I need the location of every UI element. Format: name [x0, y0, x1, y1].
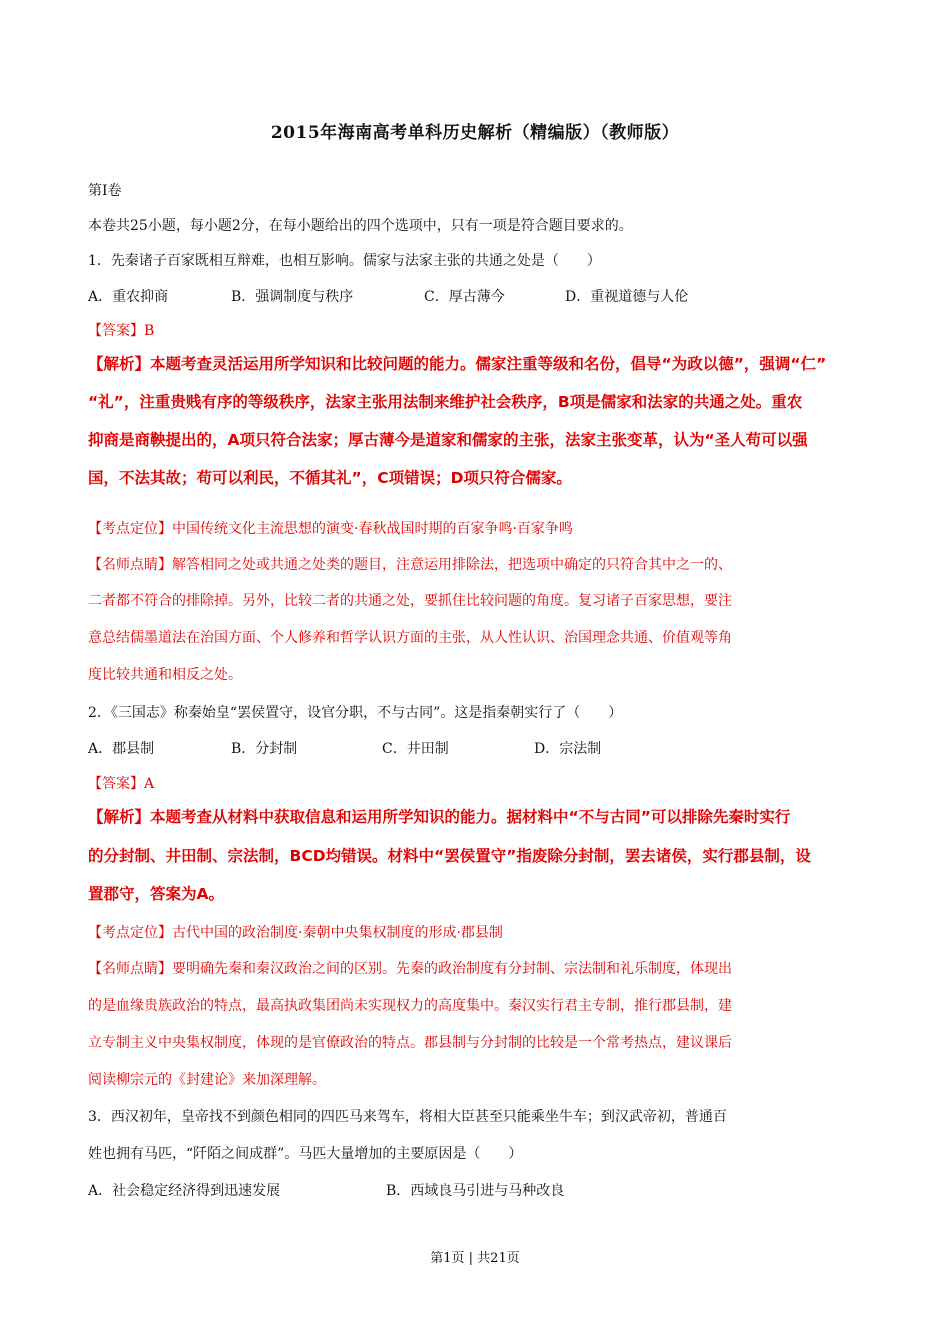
q3-option-b: B．西域良马引进与马种改良 — [386, 1183, 565, 1199]
q1-stem: 1．先秦诸子百家既相互辩难，也相互影响。儒家与法家主张的共通之处是（ ） — [88, 253, 601, 269]
q1-option-a: A．重农抑商 — [88, 289, 169, 305]
q2-option-a: A．郡县制 — [88, 741, 155, 757]
q2-option-c: C．井田制 — [382, 741, 449, 757]
q3-options — [88, 1180, 564, 1200]
q2-option-d: D．宗法制 — [534, 741, 602, 757]
q1-tips-line: 意总结儒墨道法在治国方面、个人修养和哲学认识方面的主张，从人性认识、治国理念共通、价值观等角 — [88, 630, 732, 646]
q2-answer: 【答案】A — [88, 776, 155, 792]
q2-analysis-line: 置郡守，答案为A。 — [88, 885, 224, 903]
q2-tips-line: 的是血缘贵族政治的特点，最高执政集团尚未实现权力的高度集中。秦汉实行君主专制，推行郡县制，建 — [88, 998, 732, 1014]
section-intro: 本卷共25小题，每小题2分，在每小题给出的四个选项中，只有一项是符合题目要求的。 — [88, 218, 633, 234]
q1-analysis-line: “礼”，注重贵贱有序的等级秩序，法家主张用法制来维护社会秩序，B项是儒家和法家的共通之处。重农 — [88, 393, 803, 411]
q1-options — [88, 286, 688, 306]
q1-tips-line: 度比较共通和相反之处。 — [88, 667, 242, 683]
q1-tips-line: 【名师点睛】解答相同之处或共通之处类的题目，注意运用排除法，把选项中确定的只符合其中之一的、 — [88, 557, 732, 573]
q1-kaodian: 【考点定位】中国传统文化主流思想的演变·春秋战国时期的百家争鸣·百家争鸣 — [88, 521, 573, 537]
q2-stem: 2．《三国志》称秦始皇“罢侯置守，设官分职，不与古同”。这是指秦朝实行了（ ） — [88, 705, 623, 721]
q3-stem-line: 3．西汉初年，皇帝找不到颜色相同的四匹马来驾车，将相大臣甚至只能乘坐牛车；到汉武帝初，普通百 — [88, 1109, 727, 1125]
q2-kaodian: 【考点定位】古代中国的政治制度·秦朝中央集权制度的形成·郡县制 — [88, 925, 503, 941]
q1-tips-line: 二者都不符合的排除掉。另外，比较二者的共通之处，要抓住比较问题的角度。复习诸子百家思想，要注 — [88, 593, 732, 609]
q2-analysis-line: 的分封制、井田制、宗法制，BCD均错误。材料中“罢侯置守”指废除分封制，罢去诸侯，实行郡县制，设 — [88, 847, 811, 865]
q1-answer: 【答案】B — [88, 323, 155, 339]
q1-option-d: D．重视道德与人伦 — [565, 289, 689, 305]
q3-option-a: A．社会稳定经济得到迅速发展 — [88, 1183, 281, 1199]
q1-analysis-line: 抑商是商鞅提出的，A项只符合法家；厚古薄今是道家和儒家的主张，法家主张变革，认为“圣人苟可以强 — [88, 431, 808, 449]
q1-option-b: B．强调制度与秩序 — [231, 289, 354, 305]
q2-tips-line: 阅读柳宗元的《封建论》来加深理解。 — [88, 1072, 326, 1088]
q2-tips-line: 立专制主义中央集权制度，体现的是官僚政治的特点。郡县制与分封制的比较是一个常考热点，建议课后 — [88, 1035, 732, 1051]
page-title: 2015年海南高考单科历史解析（精编版）（教师版） — [270, 123, 680, 143]
q1-analysis-line: 【解析】本题考查灵活运用所学知识和比较问题的能力。儒家注重等级和名份，倡导“为政以德”，强调“仁” — [88, 355, 827, 373]
page-footer: 第1页 | 共21页 — [430, 1251, 520, 1266]
section-heading: 第Ⅰ卷 — [88, 183, 122, 199]
q2-options — [88, 738, 601, 758]
q1-option-c: C．厚古薄今 — [424, 289, 505, 305]
q3-stem-line: 姓也拥有马匹，“阡陌之间成群”。马匹大量增加的主要原因是（ ） — [88, 1146, 523, 1162]
q2-analysis-line: 【解析】本题考查从材料中获取信息和运用所学知识的能力。据材料中“不与古同”可以排除先秦时实行 — [88, 808, 791, 826]
q1-analysis-line: 国，不法其故；苟可以利民，不循其礼”，C项错误；D项只符合儒家。 — [88, 469, 572, 487]
q2-option-b: B．分封制 — [231, 741, 298, 757]
q2-tips-line: 【名师点睛】要明确先秦和秦汉政治之间的区别。先秦的政治制度有分封制、宗法制和礼乐制度，体现出 — [88, 961, 732, 977]
